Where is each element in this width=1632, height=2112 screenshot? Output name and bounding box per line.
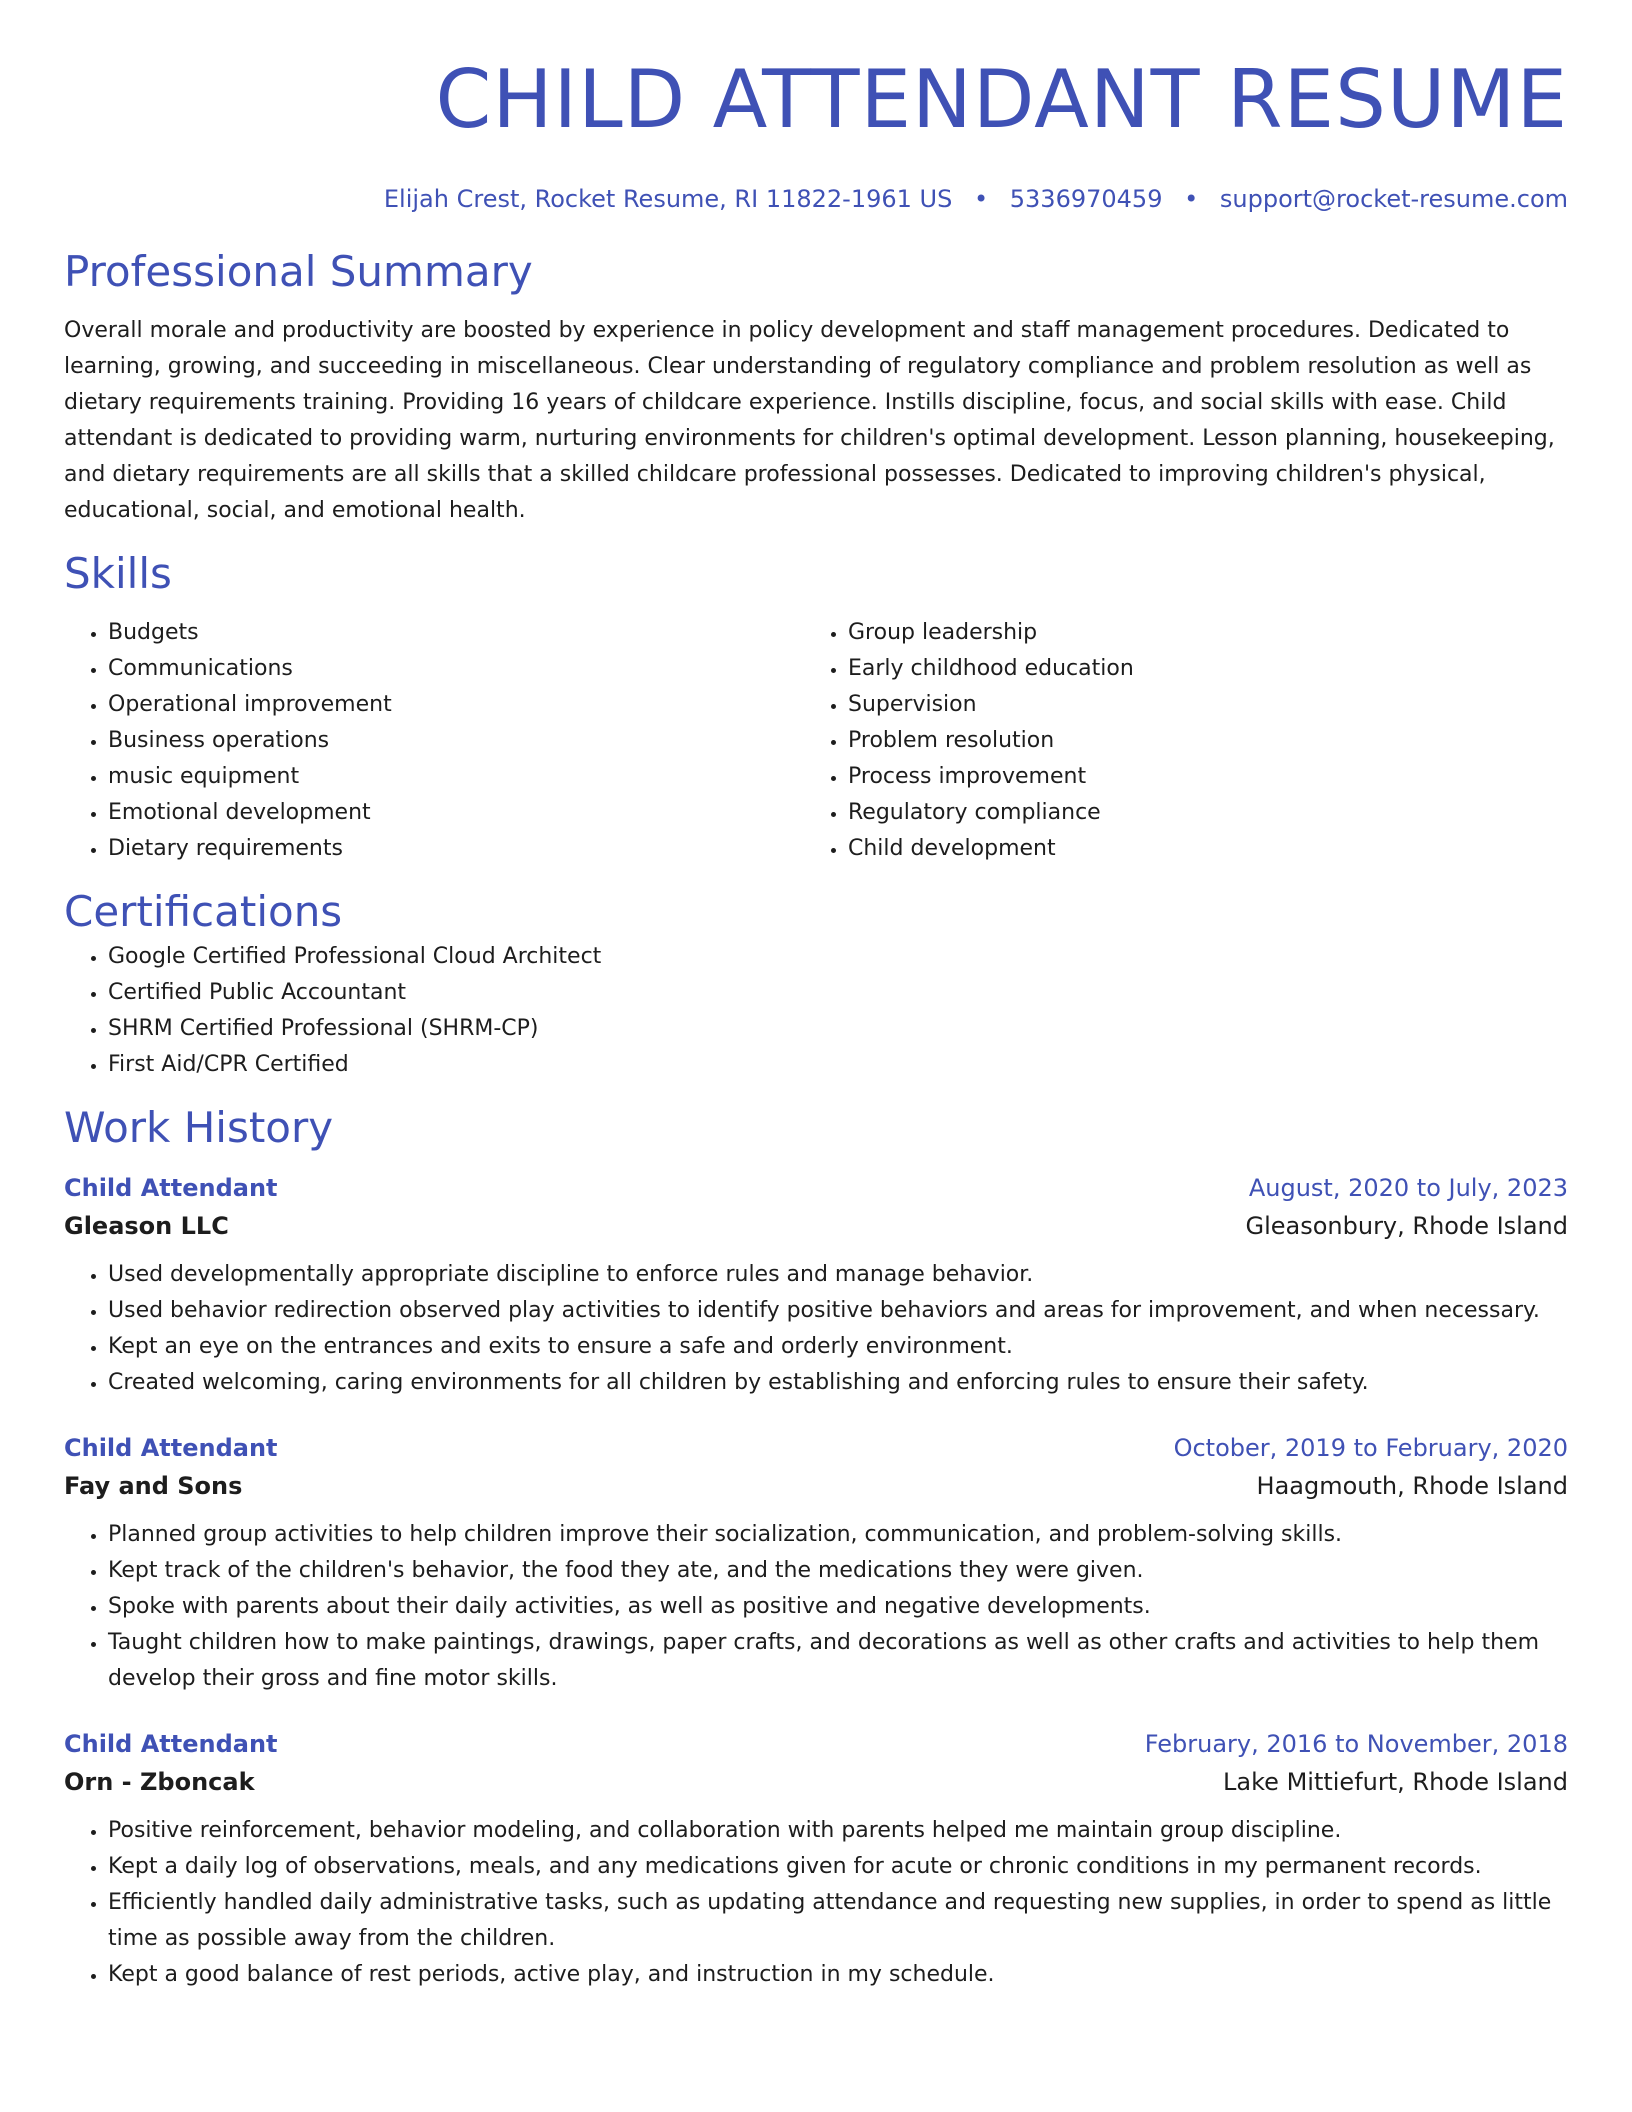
job-duty-item: • Used behavior redirection observed play activities to identify positive behaviors and areas for improvement, and when necessary. <box>108 1293 1568 1329</box>
job-role: Child Attendant <box>64 1434 278 1462</box>
summary-heading: Professional Summary <box>64 247 533 296</box>
skill-item: • Process improvement <box>848 759 1544 795</box>
job-location: Gleasonbury, Rhode Island <box>1245 1212 1568 1240</box>
contact-phone[interactable]: 5336970459 <box>1009 185 1163 213</box>
skill-item: • Operational improvement <box>108 687 804 723</box>
skill-item: • Supervision <box>848 687 1544 723</box>
job-company: Orn - Zboncak <box>64 1768 255 1796</box>
work-history-heading: Work History <box>64 1103 334 1152</box>
skills-column-left <box>64 615 804 867</box>
job-role: Child Attendant <box>64 1730 278 1758</box>
job-entry <box>64 1169 1568 1401</box>
job-location: Lake Mittiefurt, Rhode Island <box>1223 1768 1568 1796</box>
job-header-row <box>64 1725 1568 1763</box>
job-duties-list <box>64 1813 1568 1993</box>
job-duty-item: • Kept a good balance of rest periods, active play, and instruction in my schedule. <box>108 1957 1568 1993</box>
job-duty-item: • Kept a daily log of observations, meals, and any medications given for acute or chronic conditions in my permanent records. <box>108 1849 1568 1885</box>
contact-separator: • <box>1184 185 1199 213</box>
job-company: Gleason LLC <box>64 1212 229 1240</box>
contact-separator: • <box>973 185 989 213</box>
skill-item: • Emotional development <box>108 795 804 831</box>
job-duty-item: • Kept an eye on the entrances and exits to ensure a safe and orderly environment. <box>108 1329 1568 1365</box>
job-dates: February, 2016 to November, 2018 <box>1144 1730 1568 1758</box>
skill-item: • music equipment <box>108 759 804 795</box>
job-location: Haagmouth, Rhode Island <box>1256 1472 1568 1500</box>
job-duty-item: • Spoke with parents about their daily activities, as well as positive and negative developments. <box>108 1589 1568 1625</box>
job-entry <box>64 1429 1568 1697</box>
job-duty-item: • Positive reinforcement, behavior modeling, and collaboration with parents helped me maintain group discipline. <box>108 1813 1568 1849</box>
skill-item: • Communications <box>108 651 804 687</box>
skill-item: • Dietary requirements <box>108 831 804 867</box>
job-subheader-row <box>64 1763 1568 1801</box>
skill-item: • Child development <box>848 831 1544 867</box>
job-dates: October, 2019 to February, 2020 <box>1173 1434 1568 1462</box>
job-entry <box>64 1725 1568 1993</box>
job-header-row <box>64 1169 1568 1207</box>
job-duty-item: • Used developmentally appropriate discipline to enforce rules and manage behavior. <box>108 1257 1568 1293</box>
contact-line <box>64 183 1568 215</box>
skill-item: • Business operations <box>108 723 804 759</box>
job-duties-list <box>64 1257 1568 1401</box>
job-duty-item: • Created welcoming, caring environments for all children by establishing and enforcing rules to ensure their safety. <box>108 1365 1568 1401</box>
contact-email[interactable]: support@rocket-resume.com <box>1219 185 1568 213</box>
skill-item: • Early childhood education <box>848 651 1544 687</box>
skills-list-right <box>804 615 1544 867</box>
skills-grid <box>64 615 1568 867</box>
job-dates: August, 2020 to July, 2023 <box>1248 1174 1568 1202</box>
certifications-list <box>64 939 1568 1083</box>
job-duties-list <box>64 1517 1568 1697</box>
certification-item: • Certified Public Accountant <box>108 975 1568 1011</box>
skill-item: • Group leadership <box>848 615 1544 651</box>
skills-column-right <box>804 615 1544 867</box>
job-header-row <box>64 1429 1568 1467</box>
job-duty-item: • Planned group activities to help children improve their socialization, communication, and problem-solving skills. <box>108 1517 1568 1553</box>
job-subheader-row <box>64 1467 1568 1505</box>
summary-text: Overall morale and productivity are boosted by experience in policy development and staff management procedures. Dedicated to learning, growing, and succeeding in miscellaneous. Clear understanding of regulatory compliance and problem resolution as well as dietary requirements training. Providing 16 years of childcare experience. Instills discipline, focus, and social skills with ease. Child attendant is dedicated to providing warm, nurturing environments for children's optimal development. Lesson planning, housekeeping, and dietary requirements are all skills that a skilled childcare professional possesses. Dedicated to improving children's physical, educational, social, and emotional health. <box>64 318 1555 523</box>
skills-heading: Skills <box>64 549 172 598</box>
resume-title: CHILD ATTENDANT RESUME <box>435 53 1568 146</box>
job-subheader-row <box>64 1207 1568 1245</box>
job-company: Fay and Sons <box>64 1472 243 1500</box>
job-duty-item: • Efficiently handled daily administrative tasks, such as updating attendance and requesting new supplies, in order to spend as little time as possible away from the children. <box>108 1885 1568 1957</box>
certification-item: • Google Certified Professional Cloud Architect <box>108 939 1568 975</box>
contact-address: Elijah Crest, Rocket Resume, RI 11822-1961 US <box>383 185 953 213</box>
certification-item: • First Aid/CPR Certified <box>108 1047 1568 1083</box>
skill-item: • Regulatory compliance <box>848 795 1544 831</box>
job-duty-item: • Taught children how to make paintings, drawings, paper crafts, and decorations as well as other crafts and activities to help them develop their gross and fine motor skills. <box>108 1625 1568 1697</box>
job-role: Child Attendant <box>64 1174 278 1202</box>
skill-item: • Problem resolution <box>848 723 1544 759</box>
job-duty-item: • Kept track of the children's behavior, the food they ate, and the medications they were given. <box>108 1553 1568 1589</box>
skills-list-left <box>64 615 804 867</box>
certifications-heading: Certifications <box>64 887 343 936</box>
skill-item: • Budgets <box>108 615 804 651</box>
certification-item: • SHRM Certified Professional (SHRM-CP) <box>108 1011 1568 1047</box>
